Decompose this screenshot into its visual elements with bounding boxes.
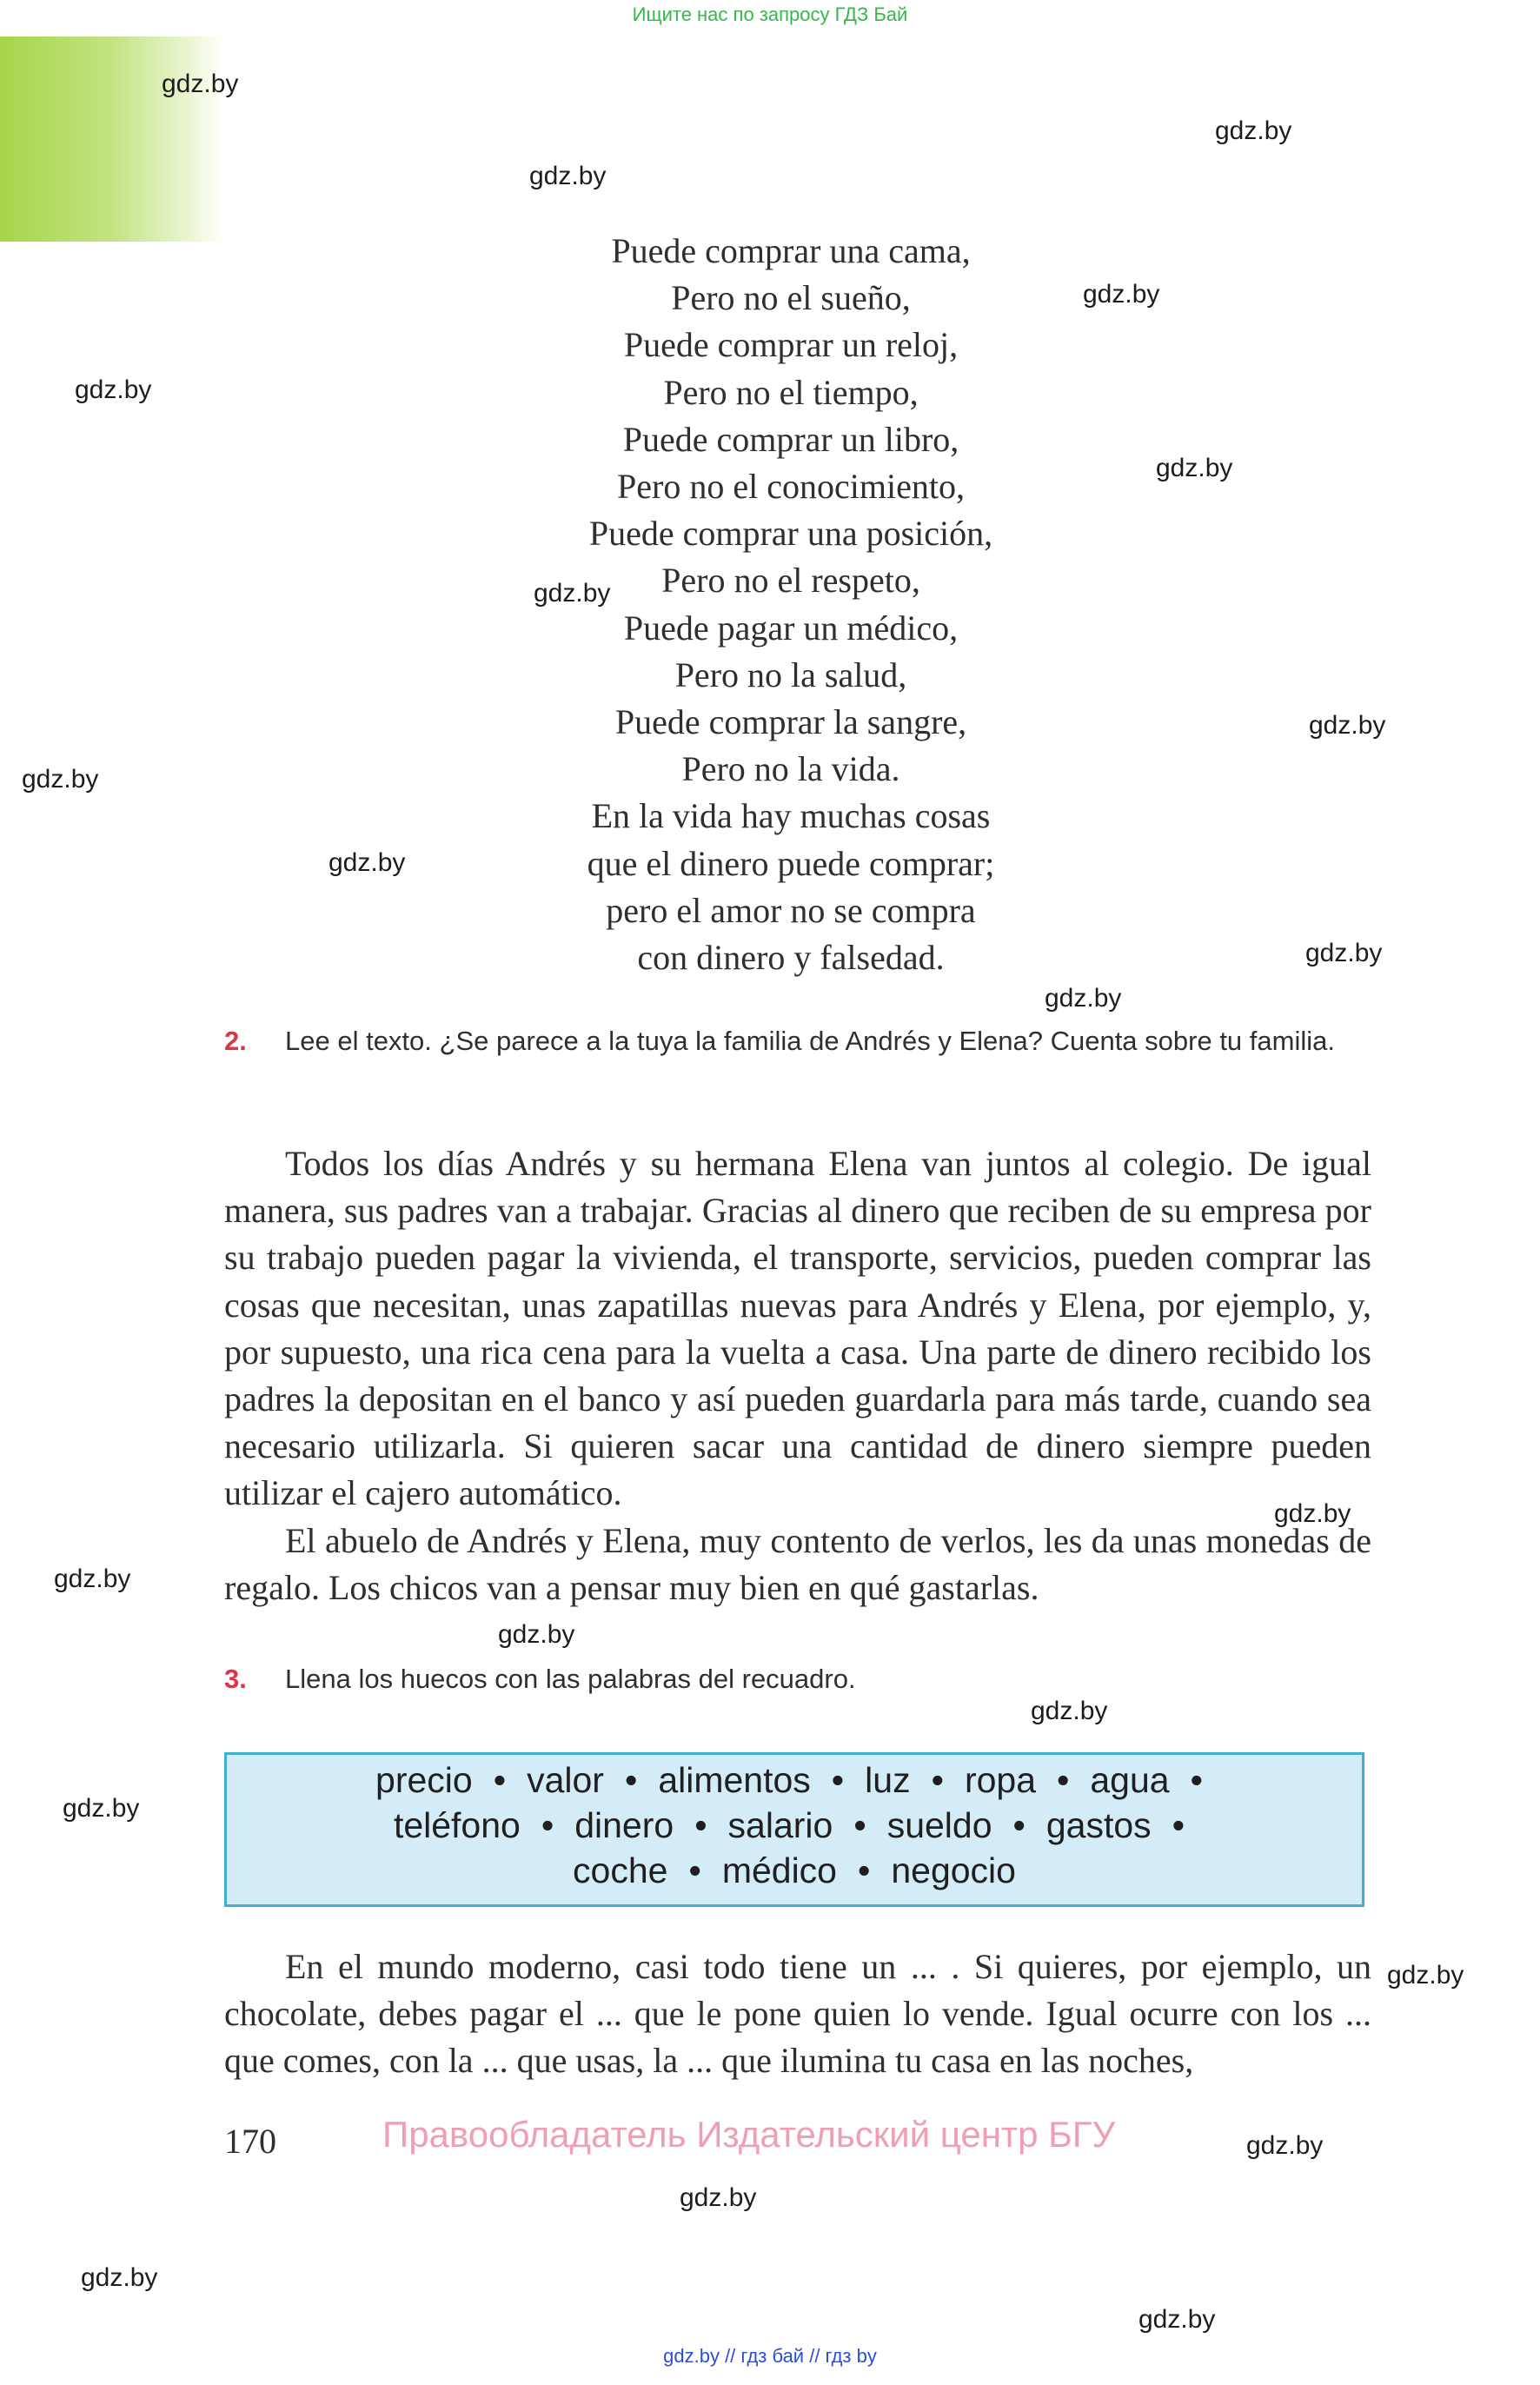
copyright-notice: Правообладатель Издательский центр БГУ <box>382 2114 1116 2155</box>
word-box-line-3 <box>227 1850 1362 1891</box>
separator-bullet: • <box>541 1805 554 1845</box>
poem-line: Puede comprar un libro, <box>622 419 959 459</box>
separator-bullet: • <box>624 1760 638 1800</box>
word-item: sueldo <box>886 1805 992 1845</box>
poem-line: Pero no el tiempo, <box>663 372 919 412</box>
watermark: gdz.by <box>1274 1499 1351 1528</box>
watermark: gdz.by <box>498 1620 575 1649</box>
separator-bullet: • <box>1190 1760 1203 1800</box>
poem-line: En la vida hay muchas cosas <box>591 796 991 836</box>
word-item: médico <box>721 1850 837 1890</box>
poem-line: Pero no el conocimiento, <box>617 467 965 507</box>
word-item: negocio <box>891 1850 1016 1890</box>
watermark: gdz.by <box>1045 984 1122 1013</box>
watermark: gdz.by <box>1138 2305 1216 2334</box>
watermark: gdz.by <box>329 848 406 877</box>
task-3-number: 3. <box>224 1664 247 1694</box>
page-number: 170 <box>224 2122 276 2161</box>
poem-line: Pero no la vida. <box>681 749 900 789</box>
poem <box>435 228 1147 981</box>
word-item: teléfono <box>393 1805 521 1845</box>
exercise-text <box>224 1943 1371 2085</box>
watermark: gdz.by <box>1309 711 1386 740</box>
separator-bullet: • <box>831 1760 845 1800</box>
poem-line: Pero no el respeto, <box>661 561 920 601</box>
poem-line: Pero no la salud, <box>674 654 907 694</box>
task-2-instruction: Lee el texto. ¿Se parece a la tuya la familia de Andrés y Elena? Cuenta sobre tu familia. <box>285 1026 1335 1056</box>
watermark: gdz.by <box>81 2263 158 2292</box>
poem-line: pero el amor no se compra <box>606 890 976 930</box>
watermark: gdz.by <box>1305 939 1383 967</box>
word-item: coche <box>573 1850 668 1890</box>
story-text <box>224 1140 1371 1611</box>
poem-line: Puede comprar un reloj, <box>623 325 959 365</box>
poem-line: Puede comprar una cama, <box>611 231 971 270</box>
separator-bullet: • <box>857 1850 871 1890</box>
word-item: agua <box>1090 1760 1170 1800</box>
poem-line: Puede pagar un médico, <box>623 608 959 648</box>
page-corner-decoration <box>0 37 224 242</box>
watermark: gdz.by <box>1083 280 1160 309</box>
watermark: gdz.by <box>162 70 239 98</box>
watermark: gdz.by <box>1246 2131 1324 2160</box>
word-item: salario <box>727 1805 833 1845</box>
watermark: gdz.by <box>529 162 607 190</box>
watermark: gdz.by <box>1215 116 1292 145</box>
story-paragraph-2: El abuelo de Andrés y Elena, muy contento de verlos, les da unas monedas de regalo. Los chicos van a pensar muy bien en qué gastarlas. <box>224 1520 1371 1607</box>
word-item: precio <box>375 1760 473 1800</box>
watermark: gdz.by <box>534 579 611 608</box>
watermark: gdz.by <box>22 765 99 794</box>
separator-bullet: • <box>1012 1805 1026 1845</box>
footer-links: gdz.by // гдз бай // гдз by <box>663 2345 877 2367</box>
top-search-banner: Ищите нас по запросу ГДЗ Бай <box>632 3 908 25</box>
exercise-paragraph: En el mundo moderno, casi todo tiene un ... . Si quieres, por ejemplo, un chocolate, debes pagar el ... que le pone quien lo vende. Igual ocurre con los ... que comes, con la ... que usas, la ... que ilumina tu casa en las noches, <box>224 1947 1371 2081</box>
separator-bullet: • <box>1057 1760 1070 1800</box>
watermark: gdz.by <box>680 2183 757 2212</box>
task-3-instruction: Llena los huecos con las palabras del recuadro. <box>285 1664 856 1694</box>
word-item: ropa <box>964 1760 1036 1800</box>
watermark: gdz.by <box>1031 1697 1108 1725</box>
watermark: gdz.by <box>54 1565 131 1593</box>
separator-bullet: • <box>931 1760 944 1800</box>
task-2-number: 2. <box>224 1026 247 1056</box>
separator-bullet: • <box>688 1850 701 1890</box>
poem-line: Puede comprar la sangre, <box>614 702 967 742</box>
separator-bullet: • <box>694 1805 707 1845</box>
watermark: gdz.by <box>75 375 152 404</box>
word-item: gastos <box>1045 1805 1152 1845</box>
separator-bullet: • <box>493 1760 507 1800</box>
poem-line: que el dinero puede comprar; <box>587 843 995 883</box>
story-paragraph-1: Todos los días Andrés y su hermana Elena van juntos al colegio. De igual manera, sus padres van a trabajar. Gracias al dinero que reciben de su empresa por su trabajo pueden pagar la vivienda, el transporte, servicios, pueden comprar las cosas que necesitan, unas zapatillas nuevas para Andrés y Elena, por ejemplo, y, por supuesto, una rica cena para la vuelta a casa. Una parte de dinero recibido los padres la depositan en el banco y así pueden guardarla para más tarde, cuando sea necesario utilizarla. Si quieren sacar una cantidad de dinero siempre pueden utilizar el cajero automático. <box>224 1144 1371 1513</box>
word-item: dinero <box>574 1805 674 1845</box>
separator-bullet: • <box>1172 1805 1185 1845</box>
word-item: alimentos <box>658 1760 811 1800</box>
word-box <box>224 1752 1364 1907</box>
poem-line: Puede comprar una posición, <box>588 514 993 554</box>
poem-line: con dinero y falsedad. <box>637 938 945 978</box>
word-item: luz <box>865 1760 911 1800</box>
separator-bullet: • <box>853 1805 866 1845</box>
word-box-line-2 <box>227 1805 1362 1846</box>
watermark: gdz.by <box>1156 454 1233 482</box>
word-box-line-1 <box>227 1760 1362 1801</box>
word-item: valor <box>527 1760 604 1800</box>
watermark: gdz.by <box>63 1794 140 1823</box>
watermark: gdz.by <box>1387 1961 1464 1990</box>
poem-line: Pero no el sueño, <box>671 278 911 318</box>
